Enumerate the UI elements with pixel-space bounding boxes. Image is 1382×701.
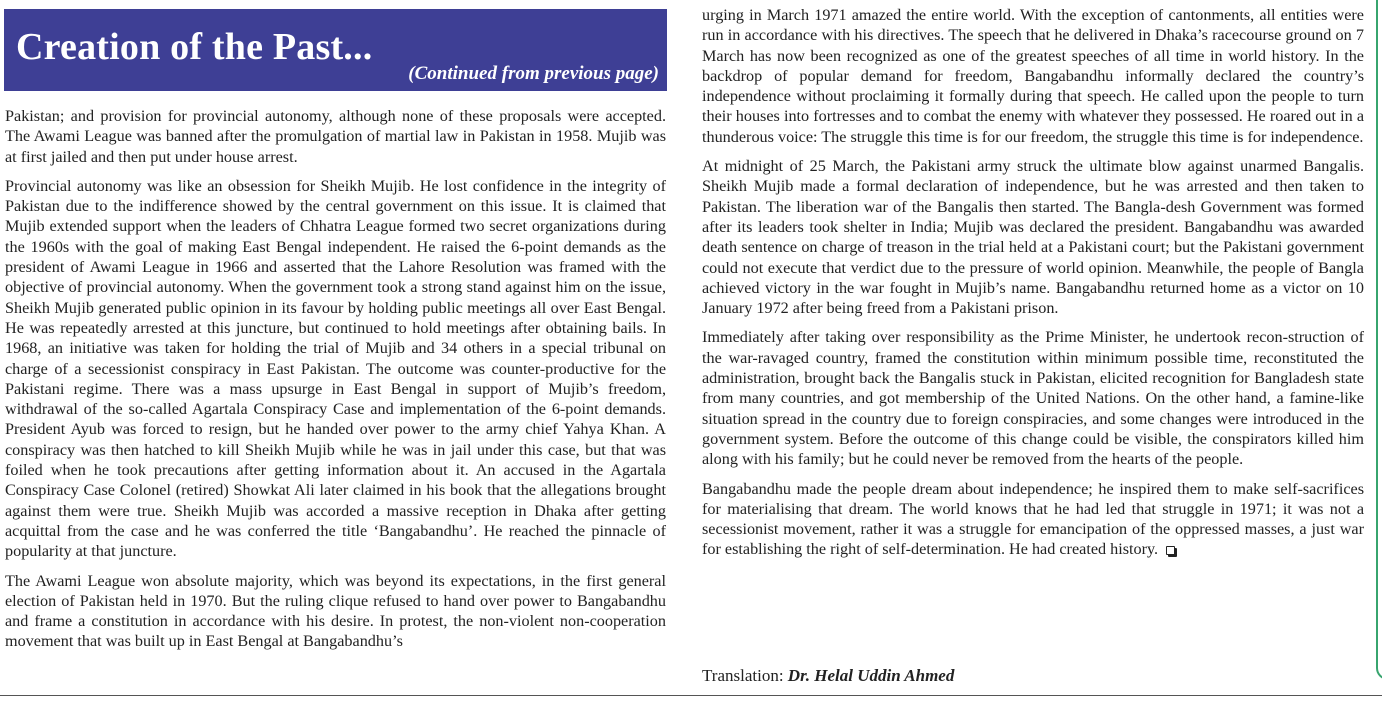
- paragraph-text: Bangabandhu made the people dream about independence; he inspired them to make self-sacrifices for materialising that dream. The world knows that he had led that struggle in 1971; it was not a secessionist movement, rather it was a struggle for emancipation of the oppressed masses, a just war for establishing the right of self-determination. He had created history.: [702, 479, 1364, 559]
- paragraph: Immediately after taking over responsibility as the Prime Minister, he undertook recon-struction of the war-ravaged country, framed the constitution within minimum possible time, reconstituted the administration, brought back the Bangalis stuck in Pakistan, elicited recognition for Bangladesh state from many countries, and got membership of the United Nations. On the other hand, a famine-like situation spread in the country due to foreign conspiracies, and some changes were introduced in the government system. Before the outcome of this change could be visible, the conspirators killed him along with his family; but he could never be removed from the hearts of the people.: [702, 328, 1364, 469]
- paragraph-final: [702, 479, 1364, 560]
- paragraph: Pakistan; and provision for provincial autonomy, although none of these proposals were accepted. The Awami League was banned after the promulgation of martial law in Pakistan in 1958. Mujib was at first jailed and then put under house arrest.: [5, 107, 666, 166]
- translator-name: Dr. Helal Uddin Ahmed: [787, 666, 955, 685]
- paragraph: The Awami League won absolute majority, which was beyond its expectations, in the first general election of Pakistan held in 1970. But the ruling clique refused to hand over power to Bangabandhu and frame a constitution in accordance with his desire. In protest, the non-violent non-cooperation movement that was built up in East Bengal at Bangabandhu’s: [5, 571, 666, 651]
- end-of-article-icon: [1166, 546, 1175, 555]
- article-column-right: [702, 5, 1364, 560]
- bottom-rule: [0, 695, 1382, 696]
- paragraph: urging in March 1971 amazed the entire world. With the exception of cantonments, all entities were run in accordance with his directives. The speech that he delivered in Dhaka’s racecourse ground on 7 March has now been recognized as one of the greatest speeches of all time in world history. In the backdrop of popular demand for freedom, Bangabandhu informally declared the country’s independence without proclaiming it formally during that speech. He called upon the people to turn their houses into fortresses and to combat the enemy with whatever they possessed. He roared out in a thunderous voice: The struggle this time is for our freedom, the struggle this time is for independence.: [702, 6, 1364, 146]
- sidebar-border: [1376, 0, 1382, 680]
- article-column-left: [5, 106, 666, 652]
- continued-note: (Continued from previous page): [408, 63, 659, 84]
- page-title: Creation of the Past...: [16, 26, 373, 68]
- paragraph: Provincial autonomy was like an obsession for Sheikh Mujib. He lost confidence in the integrity of Pakistan due to the indifference showed by the central government on this issue. It is claimed that Mujib extended support when the leaders of Chhatra League formed two secret organizations during the 1960s with the goal of making East Bengal independent. He raised the 6-point demands as the president of Awami League in 1966 and asserted that the Lahore Resolution was framed with the objective of provincial autonomy. When the government took a strong stand against him on the issue, Sheikh Mujib generated public opinion in its favour by holding public meetings all over East Bengal. He was repeatedly arrested at this juncture, but continued to hold meetings after obtaining bails. In 1968, an initiative was taken for holding the trial of Mujib and 34 others in a special tribunal on charge of a secessionist conspiracy in East Pakistan. The outcome was counter-productive for the Pakistani regime. There was a mass upsurge in East Bengal in support of Mujib’s freedom, withdrawal of the so-called Agartala Conspiracy Case and implementation of the 6-point demands. President Ayub was forced to resign, but he handed over power to the army chief Yahya Khan. A conspiracy was then hatched to kill Sheikh Mujib while he was in jail under this case, but that was foiled when he took precautions after getting information about it. An accused in the Agartala Conspiracy Case Colonel (retired) Showkat Ali later claimed in his book that the allegations brought against them were true. Sheikh Mujib was accorded a massive reception in Dhaka after getting acquittal from the case and he was conferred the title ‘Bangabandhu’. He reached the pinnacle of popularity at that juncture.: [5, 176, 666, 561]
- translation-credit: [702, 666, 954, 686]
- paragraph: At midnight of 25 March, the Pakistani army struck the ultimate blow against unarmed Bangalis. Sheikh Mujib made a formal declaration of independence, but he was arrested and then taken to Pakistan. The liberation war of the Bangalis then started. The Bangla-desh Government was formed after its leaders took shelter in India; Mujib was declared the president. Bangabandhu was awarded death sentence on charge of treason in the trial held at a Pakistani court; but the Pakistani government could not execute that verdict due to the pressure of world opinion. Meanwhile, the people of Bangla achieved victory in the war fought in Mujib’s name. Bangabandhu returned home as a victor on 10 January 1972 after being freed from a Pakistani prison.: [702, 157, 1364, 318]
- credit-label: Translation:: [702, 666, 784, 685]
- header-banner: [4, 9, 667, 91]
